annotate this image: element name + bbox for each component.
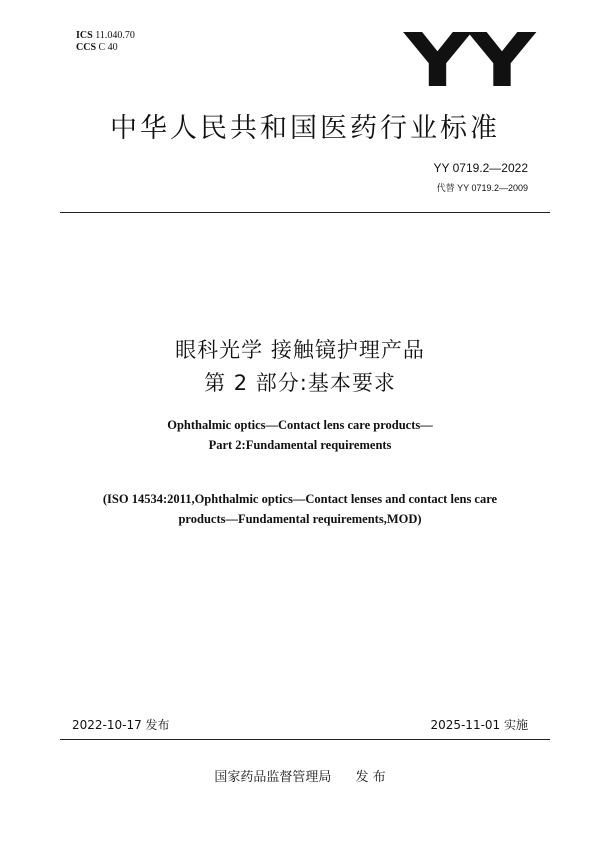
- english-title-line-1: Ophthalmic optics—Contact lens care products—: [167, 418, 433, 432]
- issue-date: 2022-10-17 发布: [72, 718, 170, 732]
- implementation-date: 2025-11-01 实施: [430, 718, 528, 732]
- chinese-title-line-2: 第 2 部分:基本要求: [204, 371, 396, 395]
- ccs-code: CCS C 40: [76, 42, 118, 53]
- replaces-standard: 代替 YY 0719.2—2009: [436, 183, 528, 193]
- issuer-action: 发 布: [355, 770, 386, 785]
- standard-type-title: 中华人民共和国医药行业标准: [110, 113, 500, 144]
- issuer-name: 国家药品监督管理局: [214, 770, 332, 785]
- ics-code: ICS 11.040.70: [76, 30, 135, 41]
- issuer: [0, 766, 600, 785]
- top-divider: [60, 212, 550, 213]
- iso-reference-line-2: products—Fundamental requirements,MOD): [178, 512, 422, 526]
- standard-number: YY 0719.2—2022: [433, 161, 528, 175]
- classification-codes: [76, 30, 135, 54]
- bottom-divider: [60, 739, 550, 740]
- iso-reference-line-1: (ISO 14534:2011,Ophthalmic optics—Contact lenses and contact lens care: [102, 492, 498, 506]
- yy-logo: YY: [404, 18, 533, 104]
- chinese-title-line-1: 眼科光学 接触镜护理产品: [175, 338, 425, 362]
- english-title-line-2: Part 2:Fundamental requirements: [208, 438, 392, 452]
